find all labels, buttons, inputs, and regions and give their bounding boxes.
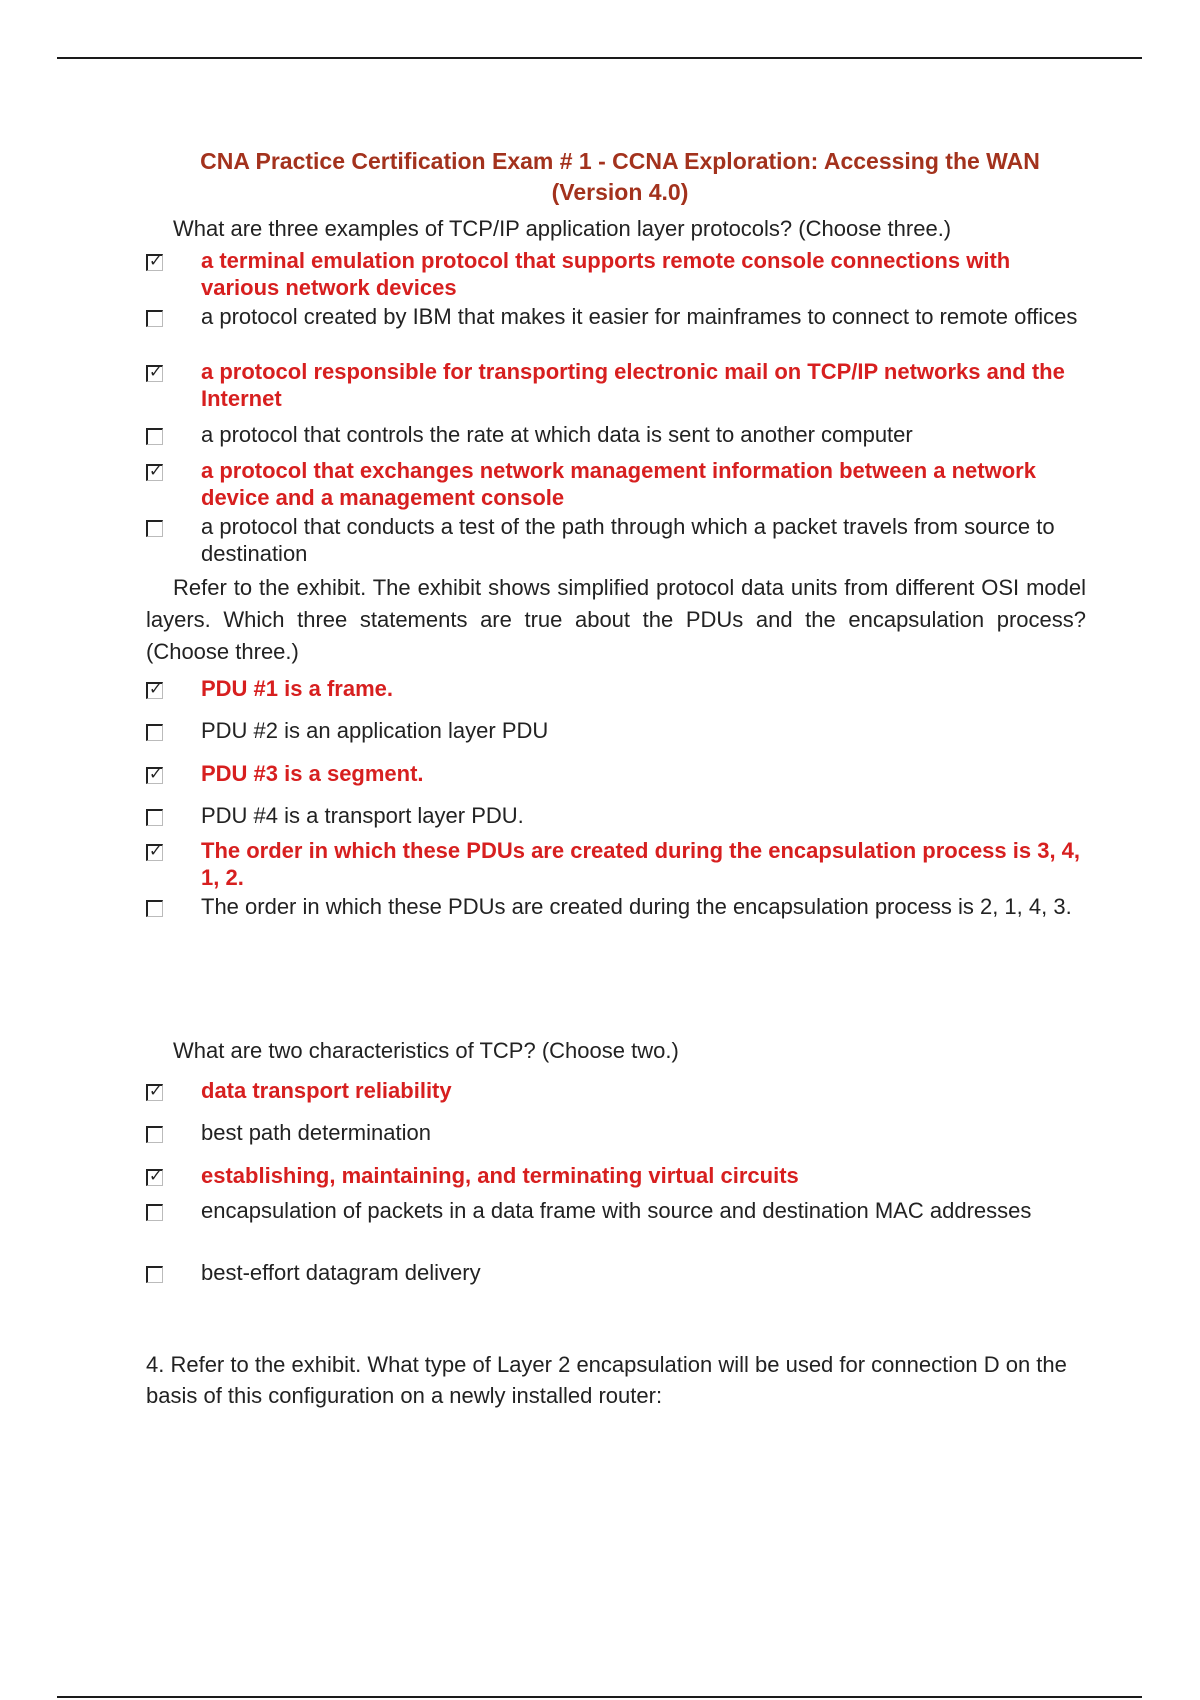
- option-text: a protocol created by IBM that makes it easier for mainframes to connect to remote offices: [201, 304, 1078, 329]
- q1-option-3[interactable]: [146, 358, 1096, 412]
- checkmark-icon: ✓: [149, 461, 163, 480]
- option-text: establishing, maintaining, and terminating virtual circuits: [201, 1163, 799, 1188]
- q3-option-3[interactable]: [146, 1162, 1096, 1189]
- page-title-line2: (Version 4.0): [551, 179, 689, 205]
- checked-checkbox[interactable]: [146, 251, 163, 271]
- q1-option-4[interactable]: [146, 421, 1096, 448]
- checkmark-icon: ✓: [149, 362, 163, 381]
- question-4-prompt: 4. Refer to the exhibit. What type of Layer 2 encapsulation will be used for connection D on the basis of this configuration on a newly installed router:: [146, 1352, 1067, 1408]
- page-title: [0, 146, 1200, 208]
- q3-option-2[interactable]: [146, 1119, 1096, 1146]
- unchecked-checkbox[interactable]: [146, 310, 163, 327]
- checked-checkbox[interactable]: [146, 764, 163, 784]
- option-text: PDU #4 is a transport layer PDU.: [201, 803, 524, 828]
- option-text: The order in which these PDUs are created during the encapsulation process is 2, 1, 4, 3.: [201, 894, 1072, 919]
- option-text: a protocol that controls the rate at which data is sent to another computer: [201, 422, 913, 447]
- unchecked-checkbox[interactable]: [146, 520, 163, 537]
- q2-option-5[interactable]: [146, 837, 1096, 891]
- q2-option-2[interactable]: [146, 717, 1096, 744]
- unchecked-checkbox[interactable]: [146, 428, 163, 445]
- unchecked-checkbox[interactable]: [146, 1126, 163, 1143]
- checked-checkbox[interactable]: [146, 841, 163, 861]
- checked-checkbox[interactable]: [146, 1166, 163, 1186]
- checkmark-icon: ✓: [149, 251, 163, 270]
- option-text: encapsulation of packets in a data frame with source and destination MAC addresses: [201, 1198, 1032, 1223]
- page-title-line1: CNA Practice Certification Exam # 1 - CCNA Exploration: Accessing the WAN: [200, 148, 1040, 174]
- q1-option-1[interactable]: [146, 247, 1096, 301]
- q2-option-4[interactable]: [146, 802, 1096, 829]
- checkmark-icon: ✓: [149, 679, 163, 698]
- q1-option-6[interactable]: [146, 513, 1096, 567]
- option-text: The order in which these PDUs are created during the encapsulation process is 3, 4, 1, 2.: [201, 838, 1081, 890]
- q2-option-1[interactable]: [146, 675, 1096, 702]
- option-text: a protocol that conducts a test of the path through which a packet travels from source to destination: [201, 514, 1055, 566]
- option-text: data transport reliability: [201, 1078, 452, 1103]
- question-3-prompt: What are two characteristics of TCP? (Choose two.): [173, 1038, 679, 1063]
- checkmark-icon: ✓: [149, 841, 163, 860]
- top-rule: [57, 57, 1142, 59]
- checked-checkbox[interactable]: [146, 679, 163, 699]
- unchecked-checkbox[interactable]: [146, 900, 163, 917]
- option-text: best path determination: [201, 1120, 431, 1145]
- checked-checkbox[interactable]: [146, 1081, 163, 1101]
- unchecked-checkbox[interactable]: [146, 1204, 163, 1221]
- q2-option-3[interactable]: [146, 760, 1096, 787]
- q1-option-2[interactable]: [146, 303, 1096, 330]
- unchecked-checkbox[interactable]: [146, 809, 163, 826]
- checkmark-icon: ✓: [149, 764, 163, 783]
- q3-option-5[interactable]: [146, 1259, 1096, 1286]
- checkmark-icon: ✓: [149, 1166, 163, 1185]
- option-text: PDU #3 is a segment.: [201, 761, 424, 786]
- option-text: a terminal emulation protocol that supports remote console connections with various network devices: [201, 248, 1011, 300]
- q2-option-6[interactable]: [146, 893, 1096, 920]
- unchecked-checkbox[interactable]: [146, 724, 163, 741]
- option-text: PDU #1 is a frame.: [201, 676, 393, 701]
- option-text: a protocol responsible for transporting electronic mail on TCP/IP networks and the Internet: [201, 359, 1065, 411]
- checked-checkbox[interactable]: [146, 362, 163, 382]
- option-text: PDU #2 is an application layer PDU: [201, 718, 549, 743]
- q3-option-4[interactable]: [146, 1197, 1096, 1224]
- unchecked-checkbox[interactable]: [146, 1266, 163, 1283]
- checkmark-icon: ✓: [149, 1081, 163, 1100]
- q1-option-5[interactable]: [146, 457, 1096, 511]
- question-2-prompt: Refer to the exhibit. The exhibit shows simplified protocol data units from different OSI model layers. Which three statements are true about the PDUs and the encapsulation process? (Choose three.): [146, 575, 1086, 664]
- question-1-prompt: What are three examples of TCP/IP application layer protocols? (Choose three.): [173, 216, 952, 241]
- bottom-rule: [57, 1696, 1142, 1698]
- option-text: best-effort datagram delivery: [201, 1260, 481, 1285]
- option-text: a protocol that exchanges network management information between a network device and a management console: [201, 458, 1036, 510]
- checked-checkbox[interactable]: [146, 461, 163, 481]
- q3-option-1[interactable]: [146, 1077, 1096, 1104]
